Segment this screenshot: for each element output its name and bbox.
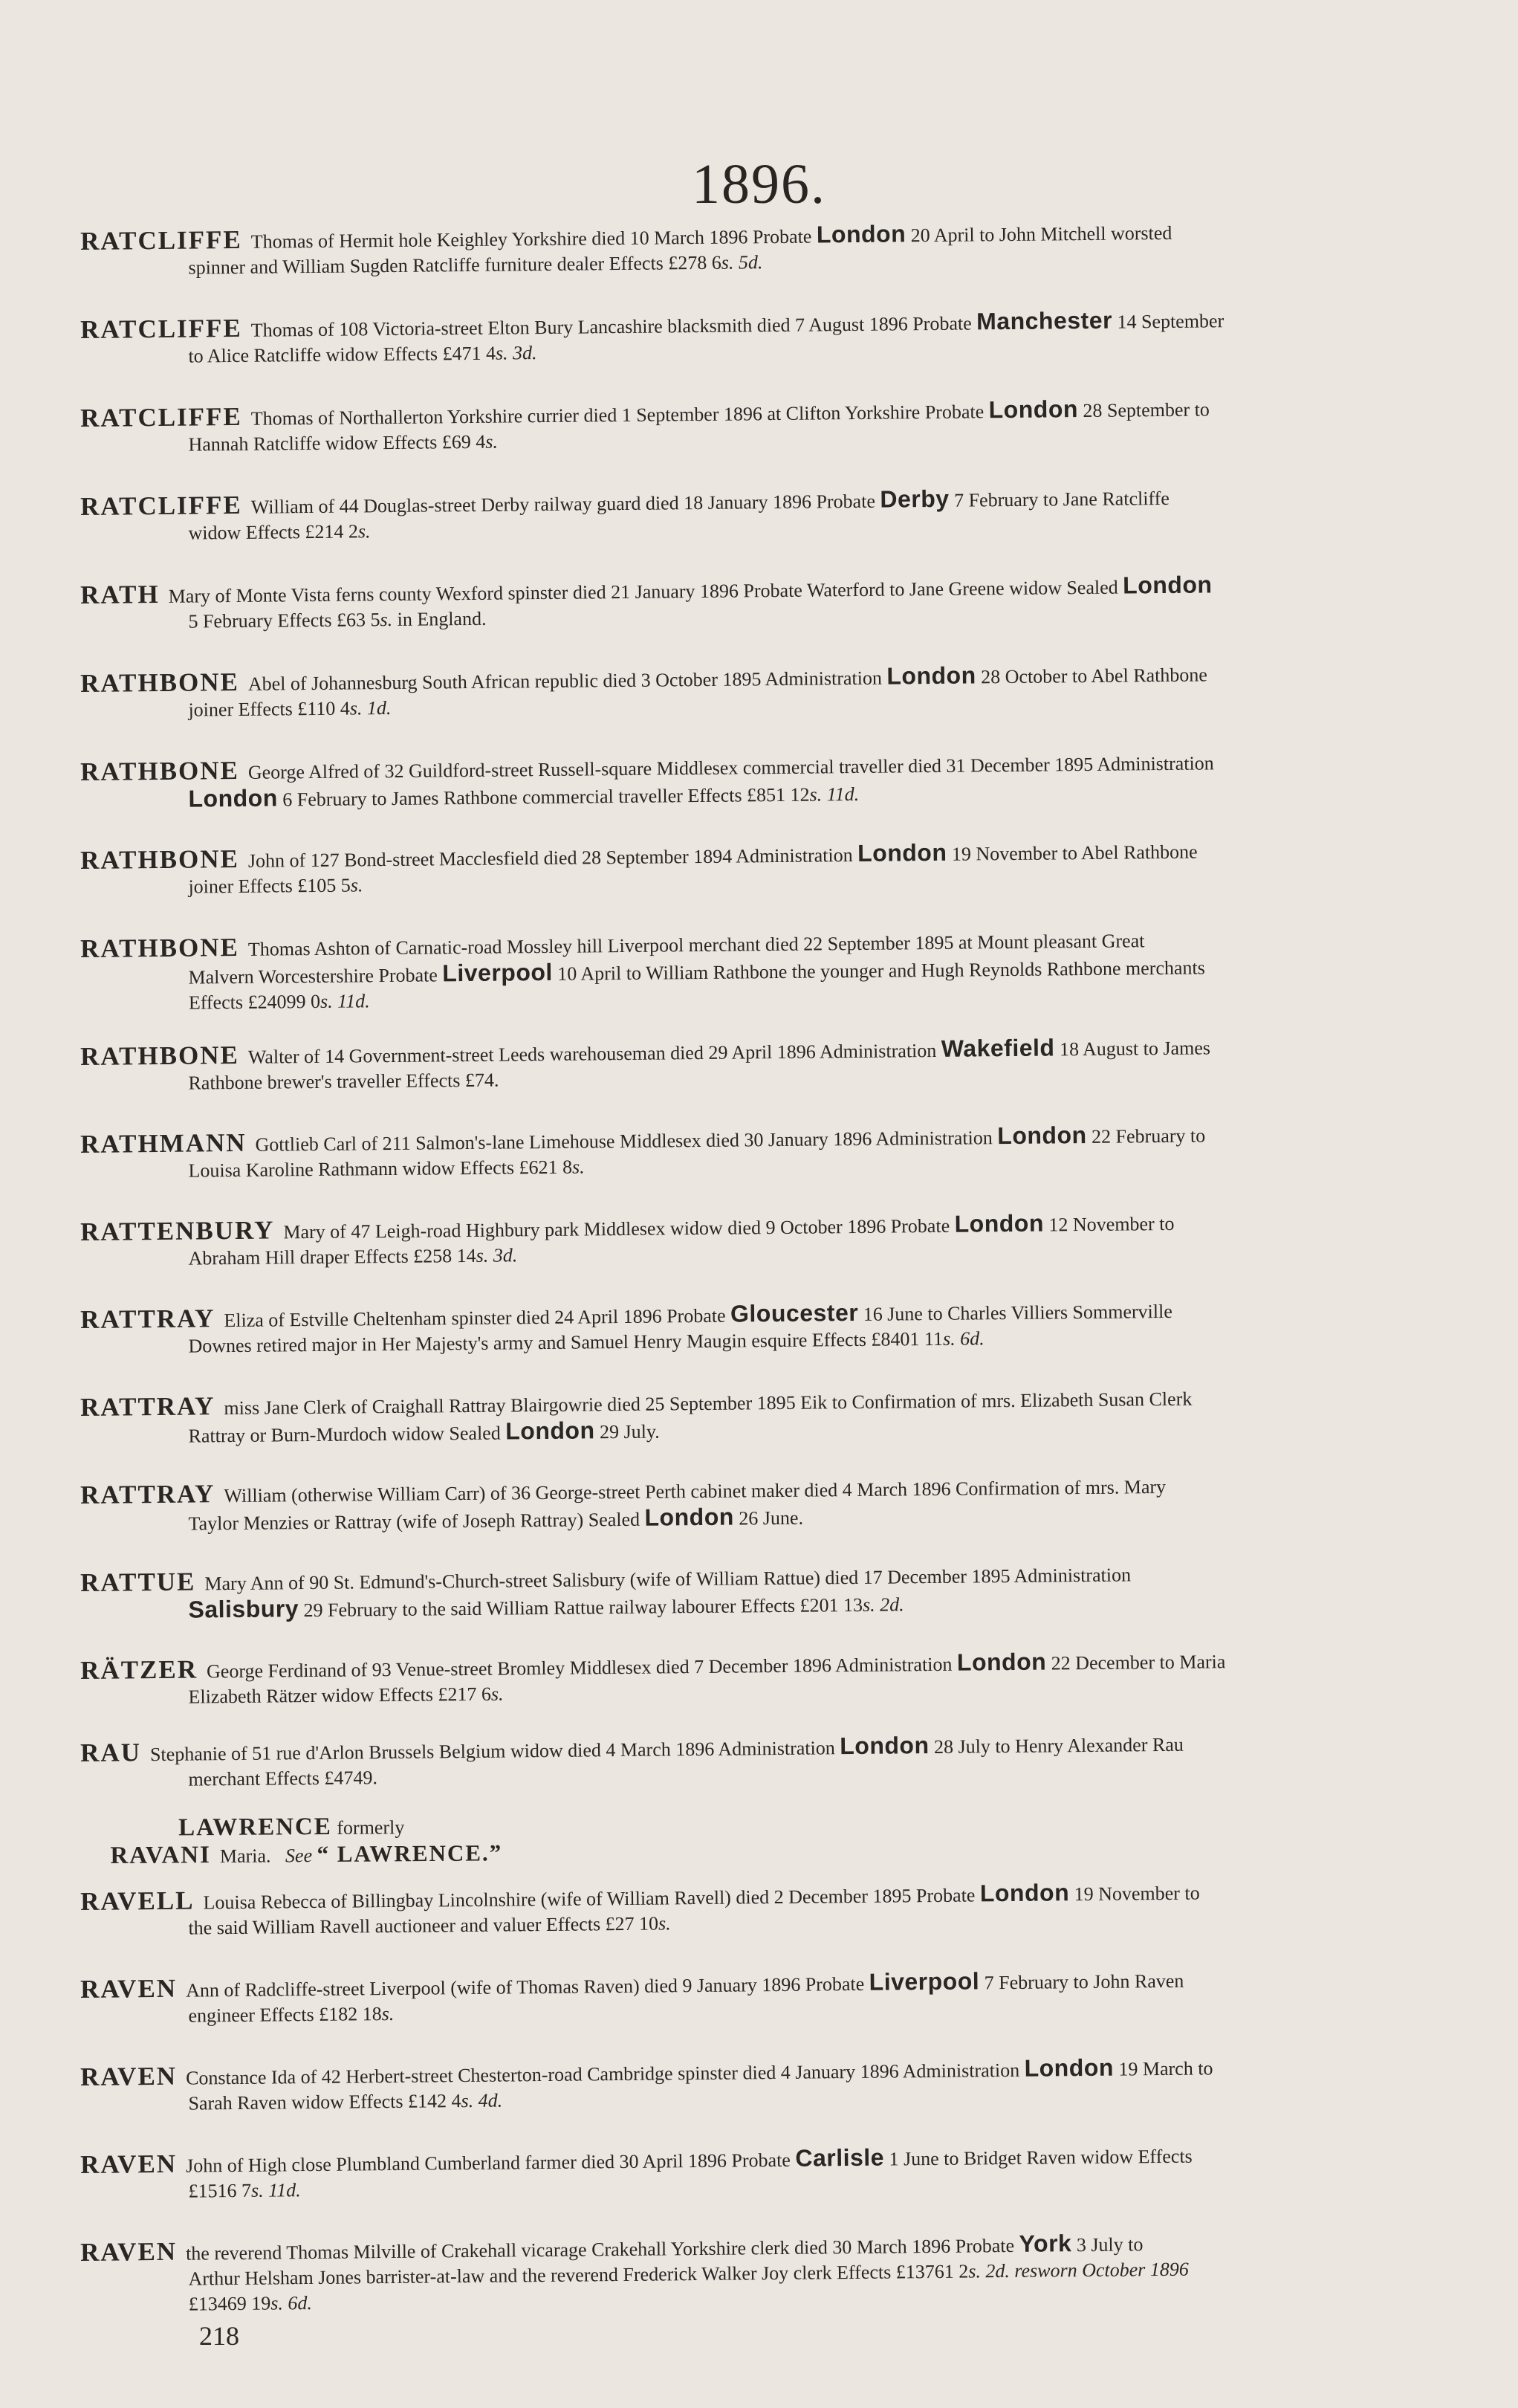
register-entry: RATCLIFFE Thomas of 108 Victoria-street Elton Bury Lancashire blacksmith died 7 August 1896 Probate Manchester 14 September to Alice Ratcliffe widow Effects £471 4s. 3d. <box>80 306 1225 367</box>
register-entry: RAU Stephanie of 51 rue d'Arlon Brussels Belgium widow died 4 March 1896 Administration London 28 July to Henry Alexander Rau merchant Effects £4749. <box>80 1732 1184 1790</box>
probate-registry: London <box>979 1879 1070 1907</box>
register-entry: RATHBONE George Alfred of 32 Guildford-street Russell-square Middlesex commercial traveller died 31 December 1895 Administration London 6 February to James Rathbone commercial traveller Effects £851 12s. 11d. <box>80 752 1214 812</box>
register-entry: RATTUE Mary Ann of 90 St. Edmund's-Church-street Salisbury (wife of William Rattue) died 17 December 1895 Administration Salisbury 29 February to the said William Rattue railway labourer Effects £201 13s. 2d. <box>80 1564 1132 1623</box>
register-entry: RATTRAY Eliza of Estville Cheltenham spinster died 24 April 1896 Probate Gloucester 16 June to Charles Villiers Sommerville Downes retired major in Her Majesty's army and Samuel Henry Maugin esquire Effects £8401 11s. 6d. <box>80 1298 1172 1357</box>
entry-surname: RATHBONE <box>80 667 240 698</box>
probate-registry: Liverpool <box>442 958 553 987</box>
entry-surname: RATTRAY <box>80 1391 215 1422</box>
entry-surname: RAVEN <box>80 2061 178 2091</box>
register-entry: RATCLIFFE William of 44 Douglas-street Derby railway guard died 18 January 1896 Probate Derby 7 February to Jane Ratcliffe widow Effects £214 2s. <box>80 485 1170 544</box>
register-entry: RATTENBURY Mary of 47 Leigh-road Highbury park Middlesex widow died 9 October 1896 Probate London 12 November to Abraham Hill draper Effects £258 14s. 3d. <box>80 1209 1175 1269</box>
probate-registry: Liverpool <box>869 1967 980 1996</box>
register-entry: RAVEN John of High close Plumbland Cumberland farmer died 30 April 1896 Probate Carlisle 1 June to Bridget Raven widow Effects £1516 7s. 11d. <box>80 2143 1193 2202</box>
entry-surname: RATCLIFFE <box>80 224 242 256</box>
probate-registry: London <box>886 661 976 690</box>
register-entry: RATHMANN Gottlieb Carl of 211 Salmon's-lane Limehouse Middlesex died 30 January 1896 Administration London 22 February to Louisa Karoline Rathmann widow Effects £621 8s. <box>80 1121 1206 1182</box>
register-entry: RATHBONE Walter of 14 Government-street Leeds warehouseman died 29 April 1896 Administration Wakefield 18 August to James Rathbone brewer's traveller Effects £74. <box>80 1034 1211 1094</box>
entry-surname: RATTUE <box>80 1567 196 1597</box>
probate-registry: Wakefield <box>941 1034 1055 1062</box>
entry-surname: RAU <box>80 1738 142 1767</box>
probate-registry: Gloucester <box>730 1298 859 1327</box>
page-year-heading: 1896. <box>692 153 826 216</box>
probate-registry: London <box>1123 571 1213 599</box>
probate-registry: Carlisle <box>795 2143 885 2172</box>
probate-registry: London <box>988 395 1079 424</box>
probate-registry: York <box>1019 2230 1072 2257</box>
entry-surname: RAVELL <box>80 1886 195 1916</box>
entry-surname: RATCLIFFE <box>80 401 242 433</box>
probate-registry: London <box>857 838 947 867</box>
crossref-target: “ LAWRENCE.” <box>317 1839 503 1868</box>
probate-registry: London <box>188 784 278 812</box>
register-entry: RATTRAY William (otherwise William Carr) of 36 George-street Perth cabinet maker died 4 March 1896 Confirmation of mrs. Mary Taylor Menzies or Rattray (wife of Joseph Rattray) Sealed London 26 June. <box>80 1475 1167 1535</box>
register-entry: RATHBONE Thomas Ashton of Carnatic-road Mossley hill Liverpool merchant died 22 September 1895 at Mount pleasant Great Malvern Worcestershire Probate Liverpool 10 April to William Rathbone the younger and Hugh Reynolds Rathbone merchants Effects £24099 0s. 11d. <box>80 930 1205 1014</box>
probate-registry: London <box>644 1503 734 1531</box>
register-entry: RAVEN the reverend Thomas Milville of Crakehall vicarage Crakehall Yorkshire clerk died 30 March 1896 Probate York 3 July to Arthur Helsham Jones barrister-at-law and the reverend Frederick Walker Joy clerk Effects £13761 2s. 2d. resworn October 1896 £13469 19s. 6d. <box>80 2230 1189 2315</box>
register-entry: RATCLIFFE Thomas of Northallerton Yorkshire currier died 1 September 1896 at Clifton Yorkshire Probate London 28 September to Hannah Ratcliffe widow Effects £69 4s. <box>80 395 1210 456</box>
probate-registry: Derby <box>880 485 950 513</box>
entry-surname: RATHBONE <box>80 755 240 786</box>
page-number: 218 <box>199 2321 239 2351</box>
entry-surname: RAVEN <box>80 2236 178 2267</box>
cross-reference: LAWRENCE formerly RAVANI Maria. See “ LAWRENCE.” <box>110 1813 503 1869</box>
probate-registry: London <box>1024 2053 1115 2082</box>
entry-surname: RATHBONE <box>80 932 240 963</box>
probate-registry: London <box>954 1209 1045 1237</box>
register-entry: RATHBONE John of 127 Bond-street Macclesfield died 28 September 1894 Administration London 19 November to Abel Rathbone joiner Effects £105 5s. <box>80 838 1198 898</box>
probate-registry: London <box>956 1648 1047 1676</box>
entry-surname: RÄTZER <box>80 1654 198 1685</box>
entry-surname: RATHBONE <box>80 1040 240 1071</box>
crossref-lawrence: LAWRENCE <box>178 1813 332 1842</box>
entry-surname: RAVEN <box>80 2149 178 2179</box>
register-entry: RAVEN Ann of Radcliffe-street Liverpool (wife of Thomas Raven) died 9 January 1896 Probate Liverpool 7 February to John Raven engineer Effects £182 18s. <box>80 1967 1184 2027</box>
entry-surname: RATCLIFFE <box>80 313 242 344</box>
probate-registry: London <box>816 220 906 248</box>
register-entry: RATTRAY miss Jane Clerk of Craighall Rattray Blairgowrie died 25 September 1895 Eik to Confirmation of mrs. Elizabeth Susan Clerk Rattray or Burn-Murdoch widow Sealed London 29 July. <box>80 1388 1193 1447</box>
register-entry: RATCLIFFE Thomas of Hermit hole Keighley Yorkshire died 10 March 1896 Probate London 20 April to John Mitchell worsted spinner and William Sugden Ratcliffe furniture dealer Effects £278 6s. 5d. <box>80 220 1172 279</box>
entry-surname: RATHBONE <box>80 844 240 875</box>
probate-registry: Manchester <box>976 306 1113 335</box>
register-entry: RATHBONE Abel of Johannesburg South African republic died 3 October 1895 Administration London 28 October to Abel Rathbone joiner Effects £110 4s. 1d. <box>80 661 1208 721</box>
probate-registry: Salisbury <box>188 1595 299 1623</box>
probate-registry: London <box>840 1732 930 1760</box>
entry-surname: RATH <box>80 579 160 609</box>
probate-registry: London <box>505 1417 595 1445</box>
entry-surname: RATCLIFFE <box>80 490 242 521</box>
register-entry: RÄTZER George Ferdinand of 93 Venue-street Bromley Middlesex died 7 December 1896 Administration London 22 December to Maria Elizabeth Rätzer widow Effects £217 6s. <box>80 1648 1226 1708</box>
register-entry: RATH Mary of Monte Vista ferns county Wexford spinster died 21 January 1896 Probate Waterford to Jane Greene widow Sealed London 5 February Effects £63 5s. in England. <box>80 571 1213 632</box>
entry-surname: RAVEN <box>80 1973 178 2004</box>
entry-surname: RATTRAY <box>80 1479 215 1509</box>
entry-surname: RATHMANN <box>80 1127 247 1159</box>
register-entry: RAVEN Constance Ida of 42 Herbert-street Chesterton-road Cambridge spinster died 4 January 1896 Administration London 19 March to Sarah Raven widow Effects £142 4s. 4d. <box>80 2053 1213 2114</box>
register-entry: RAVELL Louisa Rebecca of Billingbay Lincolnshire (wife of William Ravell) died 2 December 1895 Probate London 19 November to the said William Ravell auctioneer and valuer Effects £27 10s. <box>80 1879 1200 1939</box>
entry-surname: RATTENBURY <box>80 1215 275 1246</box>
entry-surname: RATTRAY <box>80 1304 215 1334</box>
crossref-surname: RAVANI <box>110 1842 212 1869</box>
probate-registry: London <box>997 1121 1087 1150</box>
